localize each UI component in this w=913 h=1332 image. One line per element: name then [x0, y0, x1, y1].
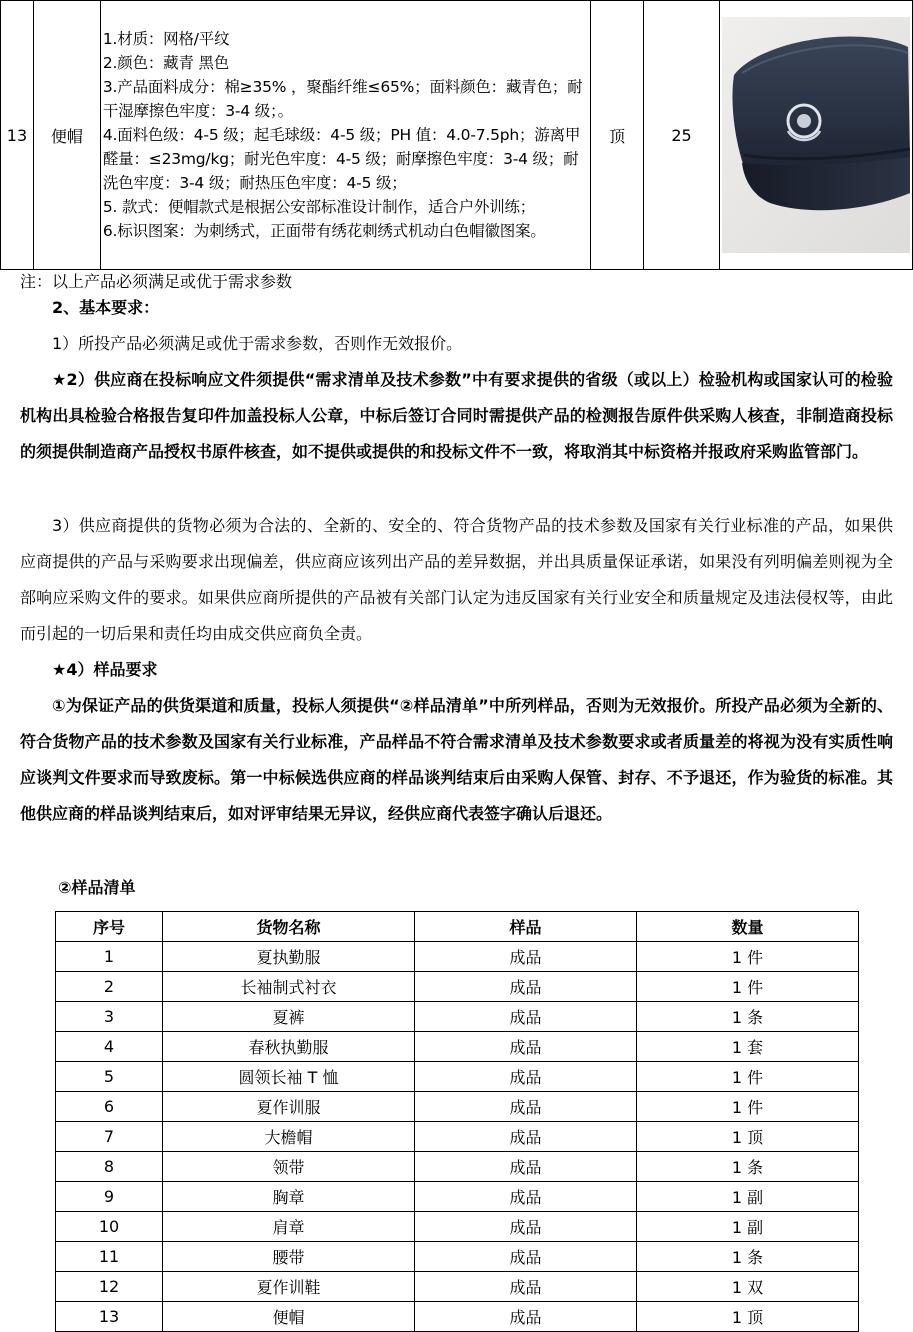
cell-sample: 成品	[415, 1272, 637, 1302]
header-goods-name: 货物名称	[163, 912, 415, 942]
cell-goods-name: 春秋执勤服	[163, 1032, 415, 1062]
cell-index: 4	[56, 1032, 163, 1062]
cell-index: 2	[56, 972, 163, 1002]
requirement-4-heading: ★4）样品要求	[52, 660, 158, 679]
cell-goods-name: 胸章	[163, 1182, 415, 1212]
spec-line: 4.面料色级：4-5 级；起毛球级：4-5 级；PH 值：4.0-7.5ph；游离甲醛量：≤23mg/kg；耐光色牢度：4-5 级；耐摩擦色牢度：3-4 级；耐洗色牢度：3-4 级；耐热压色牢度：4-5 级；	[102, 126, 581, 192]
cell-goods-name: 领带	[163, 1152, 415, 1182]
sample-header-row	[56, 912, 859, 942]
cell-sample: 成品	[415, 942, 637, 972]
cell-goods-name: 夏裤	[163, 1002, 415, 1032]
cell-quantity: 1 副	[637, 1182, 859, 1212]
requirement-2: ★2）供应商在投标响应文件须提供“需求清单及技术参数”中有要求提供的省级（或以上）检验机构或国家认可的检验机构出具检验合格报告复印件加盖投标人公章，中标后签订合同时需提供产品的检测报告原件供采购人核查，非制造商投标的须提供制造商产品授权书原件核查，如不提供或提供的和投标文件不一致，将取消其中标资格并报政府采购监管部门。	[20, 370, 893, 461]
spec-quantity: 25	[644, 1, 720, 270]
table-row	[56, 1302, 859, 1332]
sample-requirement: ①为保证产品的供货渠道和质量，投标人须提供“②样品清单”中所列样品，否则为无效报价。所投产品必须为全新的、符合货物产品的技术参数及国家有关行业标准，产品样品不符合需求清单及技术参数要求或者质量差的将视为没有实质性响应谈判文件要求而导致废标。第一中标候选供应商的样品谈判结束后由采购人保管、封存、不予退还，作为验货的标准。其他供应商的样品谈判结束后，如对评审结果无异议，经供应商代表签字确认后退还。	[20, 696, 893, 823]
spec-line: 1.材质：网格/平纹	[102, 30, 230, 48]
cell-quantity: 1 件	[637, 972, 859, 1002]
cell-index: 11	[56, 1242, 163, 1272]
sample-list-title: ②样品清单	[58, 878, 136, 897]
cell-quantity: 1 副	[637, 1212, 859, 1242]
table-row	[56, 942, 859, 972]
cell-quantity: 1 件	[637, 942, 859, 972]
cell-goods-name: 圆领长袖 T 恤	[163, 1062, 415, 1092]
cell-quantity: 1 条	[637, 1152, 859, 1182]
cell-index: 10	[56, 1212, 163, 1242]
cell-quantity: 1 顶	[637, 1302, 859, 1332]
cell-quantity: 1 条	[637, 1242, 859, 1272]
section-title: 2、基本要求：	[52, 298, 160, 317]
header-sample: 样品	[415, 912, 637, 942]
requirement-1: 1）所投产品必须满足或优于需求参数，否则作无效报价。	[52, 334, 463, 353]
cell-index: 8	[56, 1152, 163, 1182]
cell-sample: 成品	[415, 1212, 637, 1242]
cell-index: 13	[56, 1302, 163, 1332]
cell-quantity: 1 顶	[637, 1122, 859, 1152]
spec-name: 便帽	[33, 1, 100, 270]
cell-sample: 成品	[415, 1182, 637, 1212]
spec-line: 3.产品面料成分：棉≥35% ，聚酯纤维≤65%；面料颜色：藏青色；耐干湿摩擦色牢度：3-4 级；。	[102, 78, 583, 120]
spec-table	[0, 0, 913, 270]
table-row	[56, 1062, 859, 1092]
cell-index: 9	[56, 1182, 163, 1212]
cell-goods-name: 腰带	[163, 1242, 415, 1272]
cell-quantity: 1 件	[637, 1062, 859, 1092]
spec-description	[100, 1, 590, 270]
sample-list-table	[55, 911, 859, 1332]
cell-goods-name: 肩章	[163, 1212, 415, 1242]
header-index: 序号	[56, 912, 163, 942]
cell-index: 7	[56, 1122, 163, 1152]
cell-quantity: 1 条	[637, 1002, 859, 1032]
cell-index: 1	[56, 942, 163, 972]
table-row	[56, 1212, 859, 1242]
spec-row	[1, 1, 913, 270]
cell-index: 3	[56, 1002, 163, 1032]
table-row	[56, 1092, 859, 1122]
spec-unit: 顶	[591, 1, 644, 270]
cell-sample: 成品	[415, 1302, 637, 1332]
header-quantity: 数量	[637, 912, 859, 942]
cell-goods-name: 便帽	[163, 1302, 415, 1332]
cell-goods-name: 夏执勤服	[163, 942, 415, 972]
cell-quantity: 1 套	[637, 1032, 859, 1062]
cell-sample: 成品	[415, 1242, 637, 1272]
cell-sample: 成品	[415, 1062, 637, 1092]
note-text: 注：以上产品必须满足或优于需求参数	[20, 272, 293, 291]
table-row	[56, 1032, 859, 1062]
cell-goods-name: 夏作训鞋	[163, 1272, 415, 1302]
table-row	[56, 1002, 859, 1032]
cell-index: 6	[56, 1092, 163, 1122]
table-row	[56, 972, 859, 1002]
cell-goods-name: 长袖制式衬衣	[163, 972, 415, 1002]
spec-line: 6.标识图案：为刺绣式，正面带有绣花刺绣式机动白色帽徽图案。	[102, 222, 546, 240]
cell-sample: 成品	[415, 1152, 637, 1182]
table-row	[56, 1182, 859, 1212]
cell-quantity: 1 双	[637, 1272, 859, 1302]
cell-goods-name: 夏作训服	[163, 1092, 415, 1122]
product-image-cell	[719, 1, 912, 270]
spec-line: 5. 款式：便帽款式是根据公安部标准设计制作，适合户外训练；	[102, 198, 536, 216]
cell-sample: 成品	[415, 1032, 637, 1062]
cell-quantity: 1 件	[637, 1092, 859, 1122]
cell-sample: 成品	[415, 1122, 637, 1152]
cell-index: 12	[56, 1272, 163, 1302]
cell-sample: 成品	[415, 972, 637, 1002]
spec-line: 2.颜色：藏青 黑色	[102, 54, 230, 72]
requirement-3: 3）供应商提供的货物必须为合法的、全新的、安全的、符合货物产品的技术参数及国家有关行业标准的产品，如果供应商提供的产品与采购要求出现偏差，供应商应该列出产品的差异数据，并出具质量保证承诺，如果没有列明偏差则视为全部响应采购文件的要求。如果供应商所提供的产品被有关部门认定为违反国家有关行业安全和质量规定及违法侵权等，由此而引起的一切后果和责任均由成交供应商负全责。	[20, 516, 893, 643]
cell-sample: 成品	[415, 1092, 637, 1122]
cap-illustration	[722, 17, 910, 253]
table-row	[56, 1122, 859, 1152]
table-row	[56, 1152, 859, 1182]
spec-index: 13	[1, 1, 34, 270]
cell-sample: 成品	[415, 1002, 637, 1032]
table-row	[56, 1242, 859, 1272]
cap-photo	[722, 17, 910, 253]
cell-index: 5	[56, 1062, 163, 1092]
table-row	[56, 1272, 859, 1302]
cell-goods-name: 大檐帽	[163, 1122, 415, 1152]
